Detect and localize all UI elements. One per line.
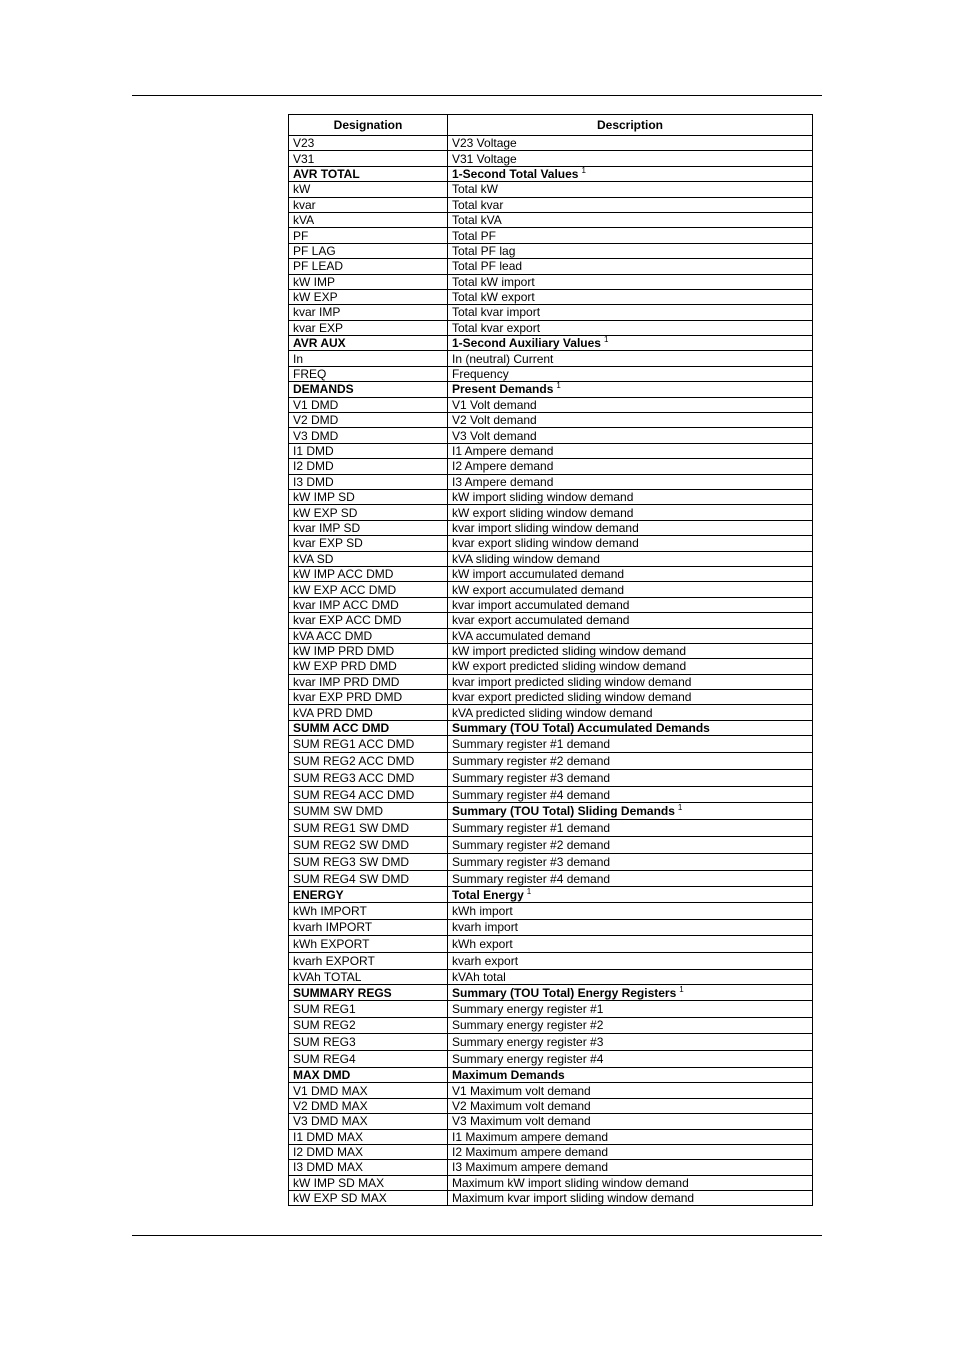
table-row — [289, 736, 813, 753]
designation-cell: kVA PRD DMD — [289, 705, 448, 720]
description-text: Total kVA — [452, 213, 502, 228]
table-row — [289, 320, 813, 335]
description-cell — [448, 1000, 813, 1017]
designation-cell: PF — [289, 228, 448, 243]
description-text: Total kW import — [452, 274, 535, 289]
description-cell — [448, 551, 813, 566]
description-text: kW export sliding window demand — [452, 505, 634, 520]
description-cell — [448, 705, 813, 720]
description-text: 1-Second Auxiliary Values — [452, 336, 601, 351]
description-cell — [448, 536, 813, 551]
table-section-row — [289, 336, 813, 351]
description-cell — [448, 397, 813, 412]
description-text: Total PF lead — [452, 259, 523, 274]
designation-cell: V3 DMD MAX — [289, 1114, 448, 1129]
table-row — [289, 705, 813, 720]
designation-cell: kVA SD — [289, 551, 448, 566]
designation-cell: SUM REG2 SW DMD — [289, 837, 448, 854]
table-row — [289, 769, 813, 786]
designation-cell: SUMMARY REGS — [289, 985, 448, 1000]
designation-cell: kvar IMP PRD DMD — [289, 674, 448, 689]
description-cell — [448, 566, 813, 581]
description-cell — [448, 443, 813, 458]
table-row — [289, 505, 813, 520]
designation-cell: kvar IMP — [289, 305, 448, 320]
designation-cell: FREQ — [289, 366, 448, 381]
description-text: kvarh export — [452, 954, 519, 969]
description-text: kW export accumulated demand — [452, 582, 625, 597]
description-cell — [448, 597, 813, 612]
description-cell — [448, 459, 813, 474]
description-cell — [448, 305, 813, 320]
description-cell — [448, 953, 813, 970]
description-text: Maximum kvar import sliding window demand — [452, 1191, 695, 1206]
description-text: Summary register #4 demand — [452, 787, 611, 802]
description-text: kvar export predicted sliding window demand — [452, 690, 692, 705]
description-cell — [448, 674, 813, 689]
designation-cell: SUM REG3 SW DMD — [289, 853, 448, 870]
designation-cell: kvar EXP SD — [289, 536, 448, 551]
footnote-marker: 1 — [679, 984, 684, 994]
designation-cell: PF LEAD — [289, 259, 448, 274]
table-row — [289, 837, 813, 854]
table-row — [289, 489, 813, 504]
table-section-row — [289, 887, 813, 902]
table-row — [289, 228, 813, 243]
header-rule — [132, 95, 822, 96]
description-text: Summary energy register #1 — [452, 1001, 604, 1016]
table-row — [289, 243, 813, 258]
table-row — [289, 151, 813, 166]
table-row — [289, 1144, 813, 1159]
description-text: Summary register #3 demand — [452, 854, 611, 869]
table-row — [289, 428, 813, 443]
table-row — [289, 1017, 813, 1034]
description-text: kvar import accumulated demand — [452, 597, 630, 612]
designation-cell: PF LAG — [289, 243, 448, 258]
description-text: Summary register #1 demand — [452, 737, 611, 752]
description-text: In (neutral) Current — [452, 351, 554, 366]
description-cell — [448, 919, 813, 936]
description-text: Summary energy register #4 — [452, 1052, 604, 1067]
description-cell — [448, 474, 813, 489]
description-text: Summary (TOU Total) Sliding Demands — [452, 804, 675, 819]
description-cell — [448, 1144, 813, 1159]
table-row — [289, 197, 813, 212]
designation-cell: kW — [289, 182, 448, 197]
designation-cell: kVA ACC DMD — [289, 628, 448, 643]
description-cell — [448, 351, 813, 366]
table-row — [289, 459, 813, 474]
description-cell — [448, 582, 813, 597]
description-cell — [448, 643, 813, 658]
description-cell — [448, 803, 813, 820]
description-text: kvar import predicted sliding window demand — [452, 674, 692, 689]
description-text: 1-Second Total Values — [452, 166, 579, 181]
designation-cell: kvarh IMPORT — [289, 919, 448, 936]
designation-cell: AVR TOTAL — [289, 166, 448, 181]
designation-cell: SUMM SW DMD — [289, 803, 448, 820]
table-row — [289, 753, 813, 770]
designation-table — [288, 114, 813, 1206]
designation-cell: SUM REG4 — [289, 1051, 448, 1068]
description-text: Summary energy register #2 — [452, 1018, 604, 1033]
table-row — [289, 902, 813, 919]
table-row — [289, 1160, 813, 1175]
description-cell — [448, 1017, 813, 1034]
designation-cell: kW IMP — [289, 274, 448, 289]
designation-cell: I2 DMD MAX — [289, 1144, 448, 1159]
description-text: Frequency — [452, 367, 509, 382]
description-text: Summary register #4 demand — [452, 871, 611, 886]
designation-cell: kW IMP PRD DMD — [289, 643, 448, 658]
designation-column-header: Designation — [289, 115, 448, 136]
description-cell — [448, 870, 813, 887]
table-row — [289, 305, 813, 320]
table-row — [289, 1129, 813, 1144]
description-cell — [448, 151, 813, 166]
designation-cell: kW EXP ACC DMD — [289, 582, 448, 597]
designation-cell: kvar EXP — [289, 320, 448, 335]
description-text: kWh import — [452, 903, 513, 918]
designation-cell: SUMM ACC DMD — [289, 720, 448, 735]
table-row — [289, 520, 813, 535]
table-row — [289, 628, 813, 643]
description-text: I2 Maximum ampere demand — [452, 1145, 609, 1160]
table-row — [289, 919, 813, 936]
designation-cell: V3 DMD — [289, 428, 448, 443]
table-row — [289, 969, 813, 984]
table-row — [289, 1191, 813, 1206]
designation-cell: kvar EXP ACC DMD — [289, 613, 448, 628]
table-row — [289, 1083, 813, 1098]
description-cell — [448, 753, 813, 770]
description-cell — [448, 243, 813, 258]
description-text: Total kvar — [452, 197, 504, 212]
designation-cell: SUM REG2 — [289, 1017, 448, 1034]
description-text: kW import predicted sliding window demand — [452, 644, 687, 659]
table-section-row — [289, 803, 813, 820]
table-row — [289, 659, 813, 674]
designation-cell: V1 DMD MAX — [289, 1083, 448, 1098]
description-text: Summary energy register #3 — [452, 1035, 604, 1050]
description-text: Maximum Demands — [452, 1068, 565, 1083]
designation-cell: kW IMP ACC DMD — [289, 566, 448, 581]
table-row — [289, 853, 813, 870]
table-row — [289, 474, 813, 489]
description-text: Total kvar export — [452, 320, 541, 335]
designation-cell: kW IMP SD — [289, 489, 448, 504]
designation-cell: kVA — [289, 212, 448, 227]
description-cell — [448, 228, 813, 243]
description-cell — [448, 520, 813, 535]
description-cell — [448, 902, 813, 919]
table-section-row — [289, 382, 813, 397]
description-text: V1 Volt demand — [452, 397, 537, 412]
description-text: kW export predicted sliding window demand — [452, 659, 687, 674]
table-row — [289, 566, 813, 581]
description-text: V2 Maximum volt demand — [452, 1098, 591, 1113]
description-text: Total kW — [452, 182, 499, 197]
description-cell — [448, 505, 813, 520]
footer-rule — [132, 1235, 822, 1236]
table-section-row — [289, 720, 813, 735]
description-cell — [448, 289, 813, 304]
description-text: Summary register #2 demand — [452, 753, 611, 768]
description-text: I3 Maximum ampere demand — [452, 1160, 609, 1175]
designation-cell: kW IMP SD MAX — [289, 1175, 448, 1190]
description-cell — [448, 1191, 813, 1206]
description-text: I1 Maximum ampere demand — [452, 1129, 609, 1144]
description-cell — [448, 428, 813, 443]
table-row — [289, 786, 813, 803]
designation-cell: DEMANDS — [289, 382, 448, 397]
table-row — [289, 690, 813, 705]
description-text: Total kW export — [452, 290, 535, 305]
description-text: Total PF — [452, 228, 497, 243]
description-text: V3 Maximum volt demand — [452, 1114, 591, 1129]
description-text: kVA predicted sliding window demand — [452, 705, 653, 720]
table-row — [289, 1051, 813, 1068]
description-cell — [448, 1175, 813, 1190]
description-cell — [448, 320, 813, 335]
description-cell — [448, 820, 813, 837]
footnote-marker: 1 — [556, 381, 561, 391]
table-row — [289, 551, 813, 566]
description-text: kW import accumulated demand — [452, 567, 625, 582]
description-cell — [448, 769, 813, 786]
table-row — [289, 413, 813, 428]
description-cell — [448, 936, 813, 953]
description-cell — [448, 853, 813, 870]
designation-cell: MAX DMD — [289, 1067, 448, 1082]
designation-cell: V1 DMD — [289, 397, 448, 412]
description-cell — [448, 969, 813, 984]
description-text: Present Demands — [452, 382, 554, 397]
description-text: Summary (TOU Total) Accumulated Demands — [452, 721, 710, 736]
description-text: Total Energy — [452, 887, 524, 902]
designation-cell: kWh EXPORT — [289, 936, 448, 953]
description-text: V1 Maximum volt demand — [452, 1083, 591, 1098]
table-row — [289, 613, 813, 628]
description-text: Maximum kW import sliding window demand — [452, 1175, 689, 1190]
table-body — [289, 136, 813, 1206]
description-text: kVAh total — [452, 970, 506, 985]
description-text: kvar import sliding window demand — [452, 520, 639, 535]
description-cell — [448, 690, 813, 705]
description-cell — [448, 1083, 813, 1098]
table-row — [289, 674, 813, 689]
designation-cell: SUM REG2 ACC DMD — [289, 753, 448, 770]
description-text: kvar export accumulated demand — [452, 613, 630, 628]
designation-cell: V23 — [289, 136, 448, 151]
description-cell — [448, 1051, 813, 1068]
description-text: V31 Voltage — [452, 151, 517, 166]
description-cell — [448, 1129, 813, 1144]
designation-cell: SUM REG4 ACC DMD — [289, 786, 448, 803]
description-text: V23 Voltage — [452, 136, 517, 151]
designation-cell: kvar IMP ACC DMD — [289, 597, 448, 612]
description-cell — [448, 1034, 813, 1051]
description-text: V2 Volt demand — [452, 413, 537, 428]
description-cell — [448, 413, 813, 428]
description-cell — [448, 1067, 813, 1082]
description-cell — [448, 628, 813, 643]
designation-cell: I2 DMD — [289, 459, 448, 474]
designation-cell: SUM REG1 — [289, 1000, 448, 1017]
description-cell — [448, 382, 813, 397]
description-text: Total kvar import — [452, 305, 541, 320]
description-cell — [448, 1114, 813, 1129]
designation-cell: In — [289, 351, 448, 366]
description-cell — [448, 274, 813, 289]
table-row — [289, 870, 813, 887]
footnote-marker: 1 — [603, 335, 609, 345]
description-cell — [448, 489, 813, 504]
description-cell — [448, 1160, 813, 1175]
designation-cell: kVAh TOTAL — [289, 969, 448, 984]
description-cell — [448, 837, 813, 854]
footnote-marker: 1 — [581, 166, 586, 175]
table-row — [289, 182, 813, 197]
description-cell — [448, 985, 813, 1000]
table-row — [289, 136, 813, 151]
description-cell — [448, 366, 813, 381]
table-row — [289, 1114, 813, 1129]
table-header-row — [289, 115, 813, 136]
table-row — [289, 643, 813, 658]
table-row — [289, 259, 813, 274]
table-row — [289, 1098, 813, 1113]
table-row — [289, 274, 813, 289]
table-row — [289, 1000, 813, 1017]
designation-cell: V2 DMD MAX — [289, 1098, 448, 1113]
table-section-row — [289, 166, 813, 181]
description-cell — [448, 720, 813, 735]
description-text: kW import sliding window demand — [452, 490, 634, 505]
description-cell — [448, 136, 813, 151]
description-text: kvar export sliding window demand — [452, 536, 639, 551]
designation-cell: kW EXP PRD DMD — [289, 659, 448, 674]
table-row — [289, 366, 813, 381]
designation-cell: V31 — [289, 151, 448, 166]
designation-cell: ENERGY — [289, 887, 448, 902]
designation-cell: I1 DMD — [289, 443, 448, 458]
description-cell — [448, 613, 813, 628]
description-cell — [448, 336, 813, 351]
table-row — [289, 351, 813, 366]
description-text: Total PF lag — [452, 243, 516, 258]
description-text: I2 Ampere demand — [452, 459, 554, 474]
description-cell — [448, 212, 813, 227]
description-text: kvarh import — [452, 920, 519, 935]
description-cell — [448, 736, 813, 753]
table-row — [289, 212, 813, 227]
description-text: kWh export — [452, 937, 513, 952]
designation-cell: kvar — [289, 197, 448, 212]
description-text: Summary register #3 demand — [452, 770, 611, 785]
description-cell — [448, 182, 813, 197]
designation-cell: kWh IMPORT — [289, 902, 448, 919]
description-cell — [448, 659, 813, 674]
table-row — [289, 1175, 813, 1190]
description-cell — [448, 166, 813, 181]
designation-cell: kW EXP SD MAX — [289, 1191, 448, 1206]
designation-cell: kvar IMP SD — [289, 520, 448, 535]
designation-cell: kW EXP SD — [289, 505, 448, 520]
footnote-marker: 1 — [526, 886, 532, 896]
designation-cell: AVR AUX — [289, 336, 448, 351]
designation-cell: SUM REG3 — [289, 1034, 448, 1051]
designation-cell: kvarh EXPORT — [289, 953, 448, 970]
footnote-marker: 1 — [677, 803, 683, 813]
description-text: kVA accumulated demand — [452, 628, 591, 643]
table-row — [289, 820, 813, 837]
description-text: I1 Ampere demand — [452, 444, 554, 458]
table-row — [289, 582, 813, 597]
designation-cell: V2 DMD — [289, 413, 448, 428]
designation-cell: kvar EXP PRD DMD — [289, 690, 448, 705]
table-row — [289, 1034, 813, 1051]
description-text: V3 Volt demand — [452, 428, 537, 443]
designation-cell: I3 DMD MAX — [289, 1160, 448, 1175]
designation-cell: I3 DMD — [289, 474, 448, 489]
description-cell — [448, 197, 813, 212]
table-row — [289, 443, 813, 458]
table-row — [289, 397, 813, 412]
description-cell — [448, 887, 813, 902]
table-row — [289, 289, 813, 304]
designation-cell: SUM REG1 ACC DMD — [289, 736, 448, 753]
description-column-header: Description — [448, 115, 813, 136]
description-text: I3 Ampere demand — [452, 474, 554, 489]
table-section-row — [289, 985, 813, 1000]
designation-cell: SUM REG3 ACC DMD — [289, 769, 448, 786]
description-text: Summary (TOU Total) Energy Registers — [452, 985, 677, 1000]
designation-cell: kW EXP — [289, 289, 448, 304]
description-cell — [448, 786, 813, 803]
description-text: Summary register #2 demand — [452, 837, 611, 852]
table-row — [289, 597, 813, 612]
designation-cell: SUM REG4 SW DMD — [289, 870, 448, 887]
table-row — [289, 536, 813, 551]
designation-cell: SUM REG1 SW DMD — [289, 820, 448, 837]
description-text: kVA sliding window demand — [452, 551, 600, 566]
designation-cell: I1 DMD MAX — [289, 1129, 448, 1144]
description-cell — [448, 259, 813, 274]
table-row — [289, 936, 813, 953]
description-cell — [448, 1098, 813, 1113]
description-text: Summary register #1 demand — [452, 821, 611, 836]
table-section-row — [289, 1067, 813, 1082]
table-row — [289, 953, 813, 970]
